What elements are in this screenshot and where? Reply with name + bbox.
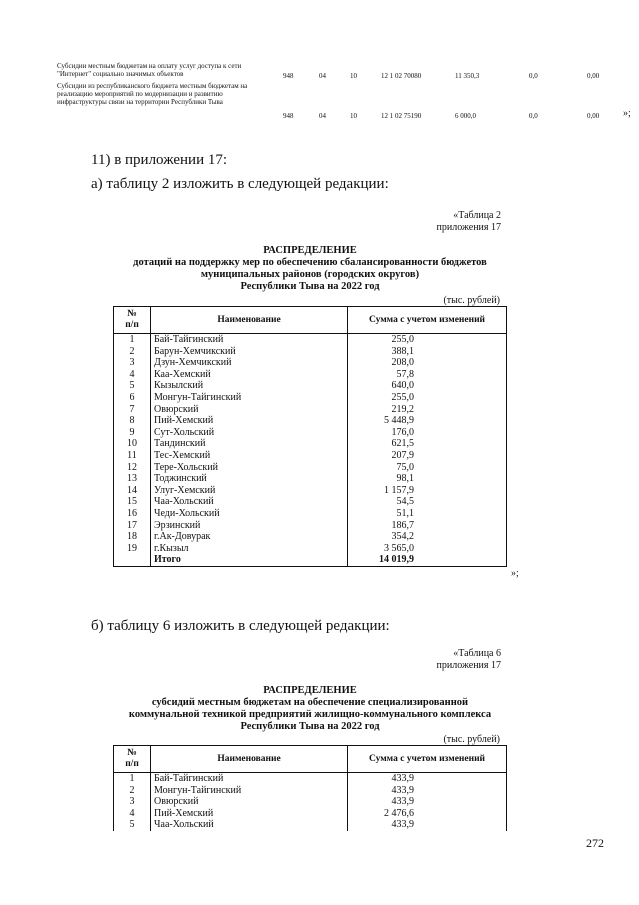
value-1: 6 000,0 (455, 112, 476, 120)
table-row (114, 473, 507, 485)
item-b-heading: б) таблицу 6 изложить в следующей редакции: (91, 618, 390, 634)
table2-ref-line2: приложения 17 (436, 222, 501, 233)
table2-title: РАСПРЕДЕЛЕНИЕ (263, 245, 357, 256)
item-a-heading: а) таблицу 2 изложить в следующей редакции: (91, 176, 389, 192)
row-sum: 186,7 (348, 520, 507, 532)
table-row (114, 496, 507, 508)
row-sum: 54,5 (348, 496, 507, 508)
row-sum: 433,9 (348, 819, 507, 831)
col-sum-header: Сумма с учетом изменений (348, 746, 507, 773)
table2-closing-quote: »; (511, 568, 519, 579)
table6-subtitle-2: коммунальной техникой предприятий жилищно-коммунального комплекса (128, 709, 492, 720)
table-row (114, 543, 507, 555)
value-2: 0,0 (529, 112, 538, 120)
row-sum: 2 476,6 (348, 808, 507, 820)
row-number: 3 (114, 357, 151, 369)
table6-title: РАСПРЕДЕЛЕНИЕ (263, 685, 357, 696)
row-sum: 621,5 (348, 438, 507, 450)
table2-subtitle-1: дотаций на поддержку мер по обеспечению сбалансированности бюджетов (133, 257, 487, 268)
col-number-line1: № (127, 748, 137, 758)
row-description: Субсидии из республиканского бюджета местным бюджетам на реализацию мероприятий по модернизации и развитию инфраструктуры связи на территории Республики Тыва (57, 82, 248, 106)
table-row (114, 808, 507, 820)
table-row (114, 392, 507, 404)
row-name: Сут-Хольский (151, 427, 348, 439)
col-number-line1: № (127, 309, 137, 319)
row-sum: 98,1 (348, 473, 507, 485)
row-number: 1 (114, 334, 151, 346)
row-sum: 75,0 (348, 462, 507, 474)
table6-ref-line2: приложения 17 (436, 660, 501, 671)
table2-ref-line1: «Таблица 2 (453, 210, 501, 221)
row-number: 18 (114, 531, 151, 543)
table2-header-row (114, 307, 507, 334)
table6-subtitle-3: Республики Тыва на 2022 год (240, 721, 380, 732)
value-1: 11 350,3 (455, 72, 480, 80)
row-number: 7 (114, 404, 151, 416)
row-description: Субсидии местным бюджетам на оплату услуг доступа к сети "Интернет" социально значимых объектов (57, 62, 242, 78)
table-row (114, 796, 507, 808)
code-ministry: 948 (283, 112, 294, 120)
row-sum: 219,2 (348, 404, 507, 416)
table-row (114, 462, 507, 474)
code-subsection: 10 (350, 72, 357, 80)
table-row (114, 380, 507, 392)
row-sum: 255,0 (348, 392, 507, 404)
row-number: 15 (114, 496, 151, 508)
row-sum: 3 565,0 (348, 543, 507, 555)
row-sum: 255,0 (348, 334, 507, 346)
row-name: Барун-Хемчикский (151, 346, 348, 358)
row-number: 3 (114, 796, 151, 808)
row-name: Овюрский (151, 404, 348, 416)
table-row (114, 415, 507, 427)
value-3: 0,00 (587, 72, 600, 80)
row-name: Пий-Хемский (151, 808, 348, 820)
row-number: 5 (114, 380, 151, 392)
row-name: Кызылский (151, 380, 348, 392)
row-number: 5 (114, 819, 151, 831)
row-name: Овюрский (151, 796, 348, 808)
total-label: Итого (151, 554, 348, 566)
table-row (114, 450, 507, 462)
table-row (114, 427, 507, 439)
budget-row-2 (57, 82, 637, 122)
row-sum: 57,8 (348, 369, 507, 381)
table-row (114, 520, 507, 532)
row-sum: 1 157,9 (348, 485, 507, 497)
row-number: 6 (114, 392, 151, 404)
row-name: Эрзинский (151, 520, 348, 532)
row-name: Пий-Хемский (151, 415, 348, 427)
row-name: Чаа-Хольский (151, 496, 348, 508)
total-number (114, 554, 151, 566)
row-name: Бай-Тайгинский (151, 773, 348, 785)
row-name: г.Ак-Довурак (151, 531, 348, 543)
row-number: 1 (114, 773, 151, 785)
row-sum: 207,9 (348, 450, 507, 462)
code-section: 04 (319, 112, 326, 120)
row-sum: 388,1 (348, 346, 507, 358)
table6-ref-line1: «Таблица 6 (453, 648, 501, 659)
value-2: 0,0 (529, 72, 538, 80)
table-row (114, 785, 507, 797)
row-number: 17 (114, 520, 151, 532)
row-name: Тандинский (151, 438, 348, 450)
col-number-line2: п/п (125, 759, 139, 769)
table6-subtitle-1: субсидий местным бюджетам на обеспечение специализированной (151, 697, 469, 708)
table2-subtitle-3: Республики Тыва на 2022 год (240, 281, 380, 292)
col-name-header: Наименование (151, 746, 348, 773)
row-name: Тоджинский (151, 473, 348, 485)
table-total-row (114, 554, 507, 566)
table-row (114, 485, 507, 497)
row-number: 2 (114, 785, 151, 797)
table6-header-row (114, 746, 507, 773)
row-name: Чеди-Хольский (151, 508, 348, 520)
table-row (114, 438, 507, 450)
row-sum: 354,2 (348, 531, 507, 543)
code-section: 04 (319, 72, 326, 80)
row-name: Бай-Тайгинский (151, 334, 348, 346)
table-row (114, 334, 507, 346)
row-number: 9 (114, 427, 151, 439)
row-name: Монгун-Тайгинский (151, 785, 348, 797)
col-number-line2: п/п (125, 320, 139, 330)
row-name: Тес-Хемский (151, 450, 348, 462)
page-number: 272 (586, 836, 604, 850)
row-number: 8 (114, 415, 151, 427)
closing-quote: »; (623, 108, 631, 119)
table2-unit: (тыс. рублей) (443, 295, 500, 306)
table-row (114, 819, 507, 831)
row-sum: 640,0 (348, 380, 507, 392)
row-name: Чаа-Хольский (151, 819, 348, 831)
value-3: 0,00 (587, 112, 600, 120)
table2-subtitle-2: муниципальных районов (городских округов) (200, 269, 420, 280)
row-sum: 5 448,9 (348, 415, 507, 427)
row-name: Каа-Хемский (151, 369, 348, 381)
table-row (114, 508, 507, 520)
table-row (114, 357, 507, 369)
code-subsection: 10 (350, 112, 357, 120)
row-sum: 433,9 (348, 785, 507, 797)
row-sum: 433,9 (348, 773, 507, 785)
table-row (114, 404, 507, 416)
row-number: 16 (114, 508, 151, 520)
code-target: 12 1 02 75190 (381, 112, 422, 120)
row-number: 10 (114, 438, 151, 450)
row-name: Монгун-Тайгинский (151, 392, 348, 404)
row-number: 14 (114, 485, 151, 497)
col-name-header: Наименование (151, 307, 348, 334)
row-number: 2 (114, 346, 151, 358)
row-name: г.Кызыл (151, 543, 348, 555)
table2-title-block (90, 245, 530, 293)
table2-reference (437, 210, 501, 234)
table6-title-block (90, 685, 530, 733)
row-name: Дзун-Хемчикский (151, 357, 348, 369)
row-number: 13 (114, 473, 151, 485)
row-sum: 176,0 (348, 427, 507, 439)
table-row (114, 346, 507, 358)
row-name: Улуг-Хемский (151, 485, 348, 497)
col-number-header (114, 307, 151, 334)
table6-reference (437, 648, 501, 672)
row-name: Тере-Хольский (151, 462, 348, 474)
col-sum-header: Сумма с учетом изменений (348, 307, 507, 334)
table6 (113, 745, 507, 831)
row-number: 4 (114, 808, 151, 820)
table2 (113, 306, 507, 567)
row-number: 12 (114, 462, 151, 474)
row-sum: 433,9 (348, 796, 507, 808)
row-number: 19 (114, 543, 151, 555)
table6-unit: (тыс. рублей) (443, 734, 500, 745)
total-sum: 14 019,9 (348, 554, 507, 566)
row-sum: 208,0 (348, 357, 507, 369)
table-row (114, 369, 507, 381)
table-row (114, 773, 507, 785)
row-number: 11 (114, 450, 151, 462)
section-11-heading: 11) в приложении 17: (91, 152, 228, 168)
row-sum: 51,1 (348, 508, 507, 520)
row-number: 4 (114, 369, 151, 381)
code-ministry: 948 (283, 72, 294, 80)
table-row (114, 531, 507, 543)
code-target: 12 1 02 70080 (381, 72, 422, 80)
col-number-header (114, 746, 151, 773)
